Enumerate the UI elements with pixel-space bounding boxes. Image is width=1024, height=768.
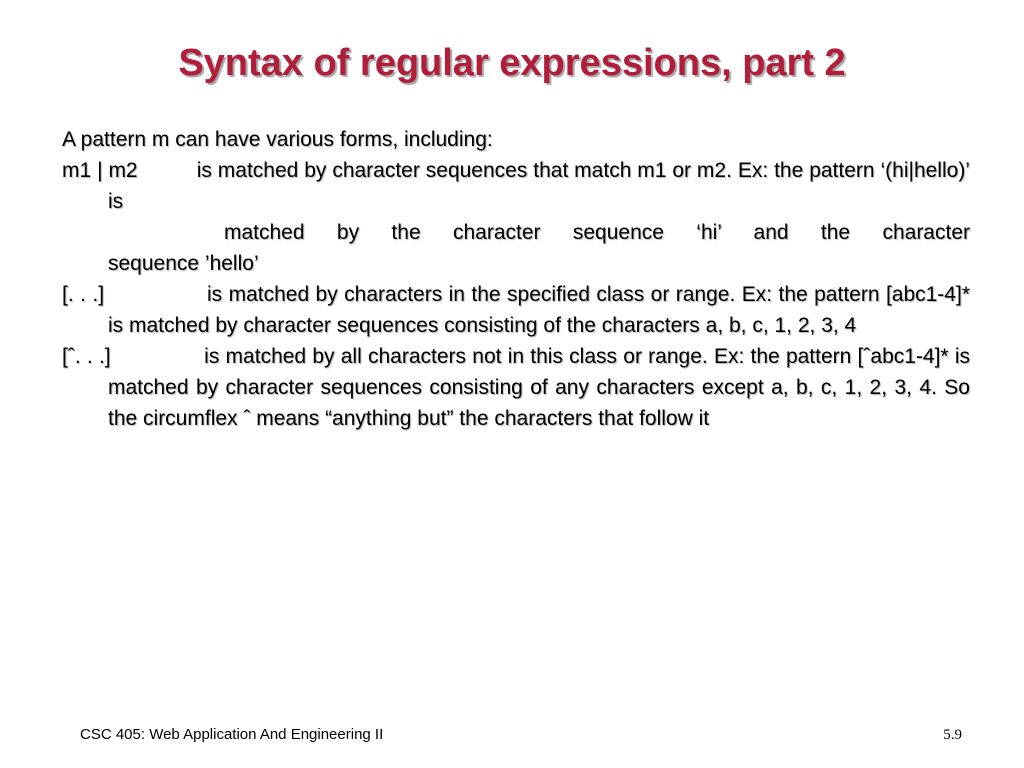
- item-term: m1 | m2: [62, 159, 197, 182]
- item-continuation-end: sequence ’hello’: [108, 252, 259, 275]
- item-description: is matched by characters in the specified class or range. Ex: the pattern [abc1-4]* is matched by character sequences consisting of the characters a, b, c, 1, 2, 3, 4: [108, 283, 970, 337]
- item-term: [. . .]: [62, 283, 207, 306]
- slide-title: Syntax of regular expressions, part 2: [178, 42, 846, 84]
- item-term: [ˆ. . .]: [62, 345, 205, 368]
- list-item: [62, 279, 970, 341]
- slide-body: [62, 124, 970, 434]
- intro-line: A pattern m can have various forms, including:: [62, 128, 493, 151]
- footer-course: CSC 405: Web Application And Engineering II: [80, 726, 384, 743]
- item-description: is matched by character sequences that match m1 or m2. Ex: the pattern ‘(hi|hello)’ is: [108, 159, 970, 213]
- footer-page-number: 5.9: [943, 727, 962, 743]
- list-item: [62, 341, 970, 434]
- list-item: [62, 155, 970, 217]
- item-continuation: matched by the character sequence ‘hi’ and the character: [224, 221, 970, 244]
- item-description: is matched by all characters not in this class or range. Ex: the pattern [ˆabc1-4]* is matched by character sequences consisting of any characters except a, b, c, 1, 2, 3, 4. So the circumflex ˆ means “anything but” the characters that follow it: [108, 345, 971, 430]
